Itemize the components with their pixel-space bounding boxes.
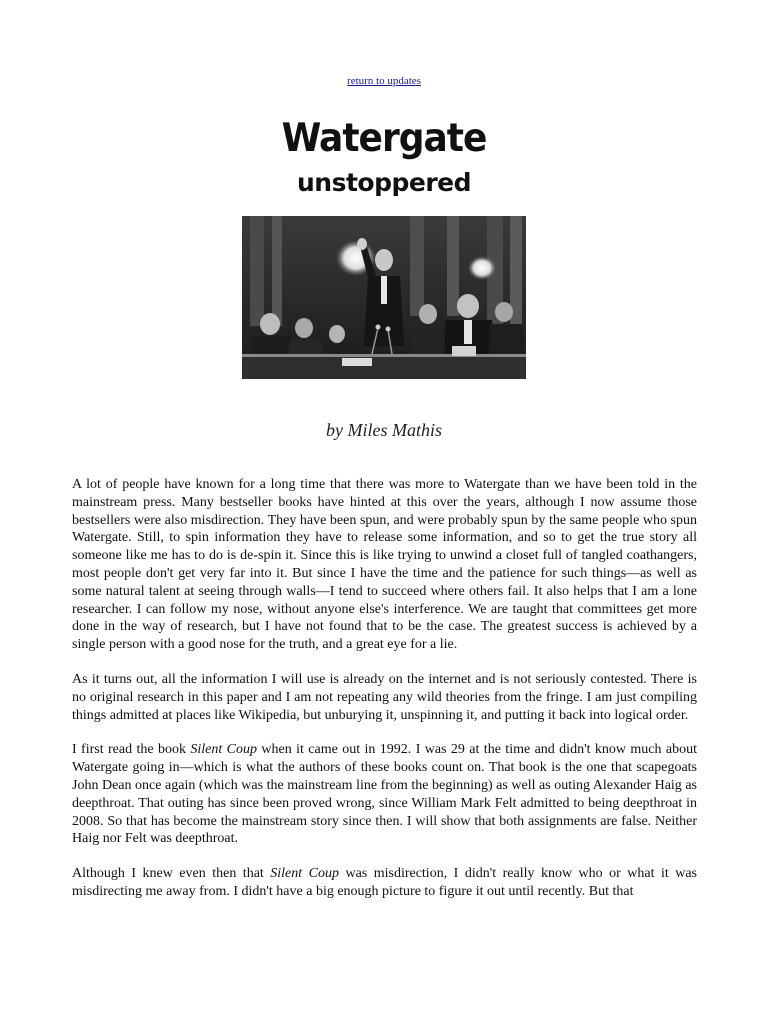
paragraph-3-text-b: when it came out in 1992. I was 29 at the time and didn't know much about Watergate going in—which is what the authors of these books count on. That book is the one that scapegoats John Dean once again (which was the mainstream line from the beginning) as well as outing Alexander Haig as deepthroat. That outing has since been proved wrong, since William Mark Felt admitted to being deepthroat in 2008. So that has become the mainstream story since then. I will show that both assignments are false. Neither Haig nor Felt was deepthroat.: [72, 742, 697, 847]
paragraph-1-text: A lot of people have known for a long time that there was more to Watergate than we have been told in the mainstream press. Many bestseller books have hinted at this over the years, although I now assume those bestsellers were also misdirection. They have been spun, and were probably spun by the same people who spun Watergate. Still, to spin information they have to release some information, and so to get the true story all someone like me has to do is de-spin it. Since this is like trying to unwind a closet full of tangled coathangers, most people don't get very far into it. But since I have the time and the patience for such things—as well as some natural talent at seeing through walls—I tend to succeed where others fail. It also helps that I am a lone researcher. I can follow my nose, without anyone else's interference. We are taught that committees get more done in the way of research, but I have not found that to be the case. The greatest success is achieved by a single person with a good nose for the truth, and a great eye for a lie.: [72, 477, 697, 653]
nav-bar: [0, 75, 768, 87]
paragraph-4-text-b: was misdirection, I didn't really know who or what it was misdirecting me away from. I didn't have a big enough picture to figure it out until recently. But that: [72, 866, 697, 899]
paragraph-2-text: As it turns out, all the information I will use is already on the internet and is not seriously contested. There is no original research in this paper and I am not repeating any wild theories from the fringe. I am just compiling things admitted at places like Wikipedia, but unburying it, unspinning it, and putting it back into logical order.: [72, 671, 697, 723]
page-title: Watergate: [281, 116, 487, 161]
paragraph-1: [72, 476, 697, 654]
book-title: Silent Coup: [190, 742, 258, 758]
article-body: [72, 476, 697, 918]
byline: by Miles Mathis: [326, 420, 442, 440]
paragraph-4: [72, 865, 697, 901]
return-to-updates-link[interactable]: return to updates: [347, 75, 421, 87]
book-title: Silent Coup: [270, 866, 339, 882]
paragraph-2: [72, 671, 697, 724]
paragraph-3-text-a: I first read the book: [72, 742, 191, 758]
paragraph-3: [72, 741, 697, 848]
page-subtitle: unstoppered: [296, 168, 472, 197]
hearing-photo: [242, 216, 526, 379]
paragraph-4-text-a: Although I knew even then that: [72, 866, 271, 882]
